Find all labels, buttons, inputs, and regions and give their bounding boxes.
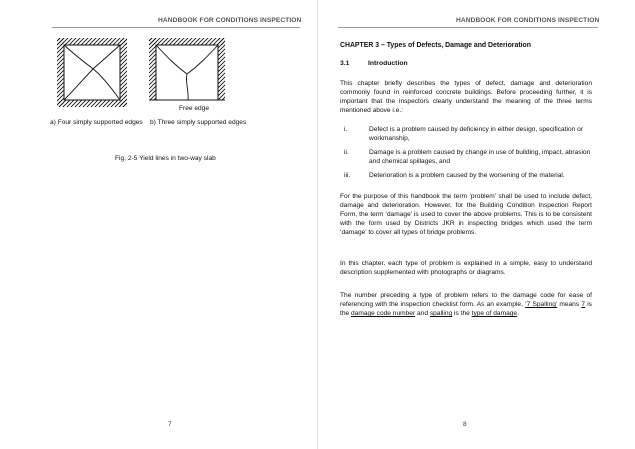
page-number: 8	[463, 421, 467, 428]
term-text: Damage is a problem caused by change in use of building, impact, abrasion and chemical spillages, and	[369, 149, 591, 166]
paragraph-4-text-b: means	[559, 301, 582, 309]
example-code: 7	[581, 301, 586, 309]
section-title: Introduction	[368, 60, 408, 67]
caption-b: b) Three simply supported edges	[150, 119, 247, 126]
page-number: 7	[168, 421, 172, 428]
term-number: i.	[344, 126, 348, 133]
section-number: 3.1	[340, 60, 350, 67]
term-number: iii.	[344, 172, 351, 179]
paragraph-2: For the purpose of this handbook the term ‘problem’ shall be used to include defect, damage and deterioration. However, for the Building Condition Inspection Report Form, the term ‘damage’ is used to cover the above problems. This is to be consistent with the form used by Districts JKR in inspecting bridges which used the term ‘damage’ to cover all types of bridge problems.	[340, 193, 592, 237]
free-edge-label: Free edge	[179, 105, 210, 112]
running-header: HANDBOOK FOR CONDITIONS INSPECTION	[158, 17, 302, 24]
header-rule	[52, 27, 300, 28]
right-page	[318, 0, 635, 449]
paragraph-4-text-a: The number preceding a type of problem refers to the damage code for ease of referencing with the inspection checklist form. As an example,	[340, 292, 592, 309]
left-page	[0, 0, 317, 449]
paragraph-4	[340, 291, 592, 318]
paragraph-4-text-c: is the	[340, 301, 592, 318]
chapter-title: CHAPTER 3 – Types of Defects, Damage and Deterioration	[340, 42, 531, 49]
paragraph-3: In this chapter, each type of problem is explained in a simple, easy to understand description supplemented with photographs or diagrams.	[340, 260, 592, 277]
slab-three-edges-diagram	[149, 38, 225, 100]
term-text: Deterioration is a problem caused by the worsening of the material.	[369, 172, 565, 179]
slab-four-edges-diagram	[57, 38, 127, 107]
intro-paragraph: This chapter briefly describes the types of defect, damage and deterioration commonly found in reinforced concrete buildings. Before proceeding further, it is important that the inspectors clearly understand the meaning of the three terms mentioned above i.e.:	[340, 80, 592, 115]
figure-title: Fig. 2-5 Yield lines in two-way slab	[115, 155, 216, 162]
paragraph-4-text-e: is the	[452, 310, 472, 318]
paragraph-4-text-f: .	[517, 310, 519, 318]
damage-code-number-term: damage code number	[351, 310, 416, 318]
type-of-damage-term: type of damage	[471, 310, 518, 318]
header-rule	[338, 27, 598, 28]
spalling-term: spalling	[429, 310, 453, 318]
caption-a: a) Four simply supported edges	[50, 119, 143, 126]
term-text: Defect is a problem caused by deficiency in either design, specification or workmanship,	[369, 126, 584, 143]
paragraph-4-text-d: and	[415, 310, 430, 318]
term-number: ii.	[344, 149, 349, 156]
running-header: HANDBOOK FOR CONDITIONS INSPECTION	[456, 17, 600, 24]
example-spalling: ‘7 Spalling’	[525, 301, 558, 309]
